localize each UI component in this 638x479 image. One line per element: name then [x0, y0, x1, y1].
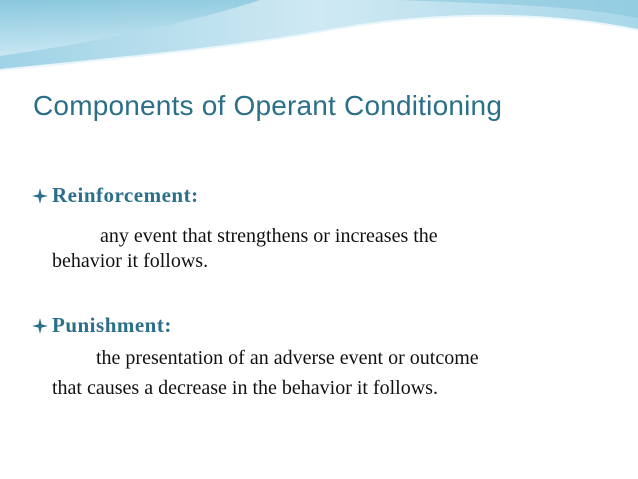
term-reinforcement: Reinforcement: [52, 183, 199, 207]
punishment-description-line2: that causes a decrease in the behavior it follows. [52, 377, 438, 399]
bullet-reinforcement [32, 183, 199, 208]
reinforcement-description-line2: behavior it follows. [52, 250, 209, 272]
reinforcement-description-line1: any event that strengthens or increases the [100, 225, 438, 247]
punishment-description-line1: the presentation of an adverse event or outcome [96, 347, 479, 369]
slide-title: Components of Operant Conditioning [33, 90, 503, 121]
bullet-punishment [32, 313, 172, 338]
term-punishment: Punishment: [52, 313, 172, 337]
header-wave-decoration [0, 0, 638, 80]
four-point-diamond-icon [32, 188, 48, 204]
four-point-diamond-icon [32, 318, 48, 334]
